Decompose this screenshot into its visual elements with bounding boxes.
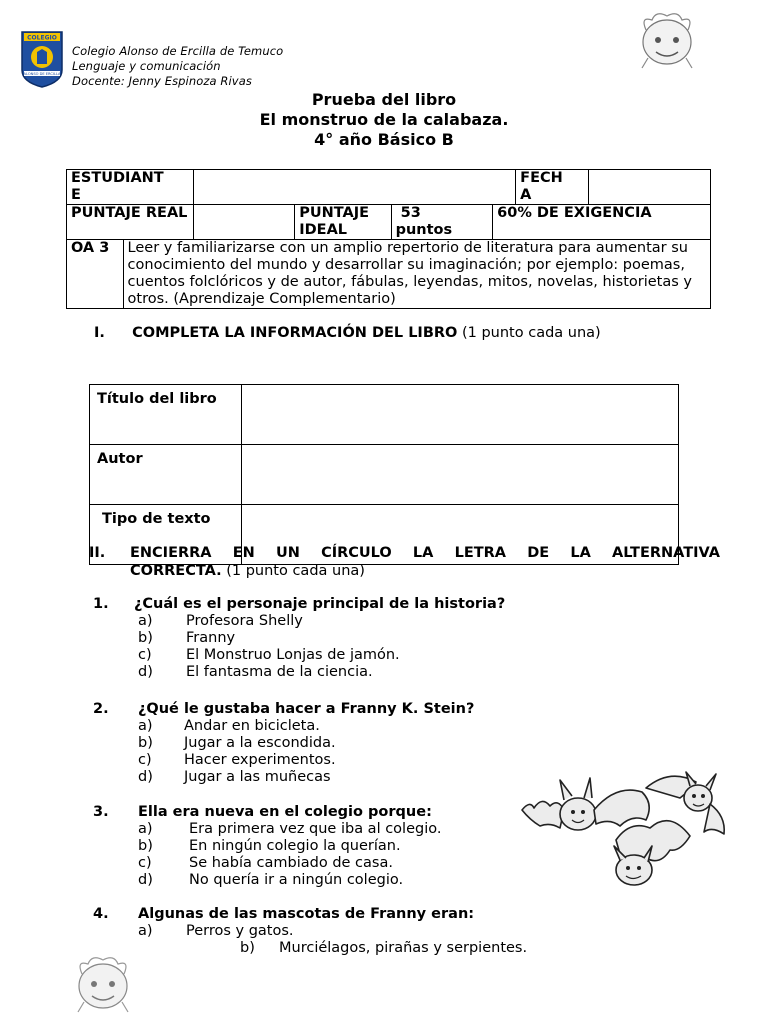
- q3-option-c-letter[interactable]: c): [138, 855, 152, 871]
- decorative-character-illustration: [634, 8, 700, 72]
- q1-option-a-letter[interactable]: a): [138, 613, 153, 629]
- oa-label: OA 3: [67, 240, 124, 309]
- q3-option-a-letter[interactable]: a): [138, 821, 153, 837]
- bats-illustration: [520, 770, 730, 900]
- question-4-number: 4.: [93, 906, 109, 922]
- q3-option-b-letter[interactable]: b): [138, 838, 153, 854]
- q4-option-a-text: Perros y gatos.: [186, 923, 294, 939]
- q4-option-b-letter[interactable]: b): [240, 940, 255, 956]
- date-field[interactable]: [589, 170, 711, 205]
- text-type-label: Tipo de texto: [90, 505, 242, 565]
- q2-option-d-letter[interactable]: d): [138, 769, 153, 785]
- decorative-character-illustration-bottom: [70, 950, 136, 1016]
- q2-option-b-letter[interactable]: b): [138, 735, 153, 751]
- ideal-score-value: 53 puntos: [391, 205, 493, 240]
- q3-option-d-text: No quería ir a ningún colegio.: [189, 872, 404, 888]
- real-score-field[interactable]: [193, 205, 295, 240]
- q1-option-c-letter[interactable]: c): [138, 647, 152, 663]
- subject-name: Lenguaje y comunicación: [72, 59, 221, 73]
- student-name-field[interactable]: [193, 170, 515, 205]
- question-2-text: ¿Qué le gustaba hacer a Franny K. Stein?: [138, 701, 475, 717]
- q3-option-b-text: En ningún colegio la querían.: [189, 838, 401, 854]
- book-title-field[interactable]: [241, 385, 678, 445]
- section-2-title: ENCIERRA EN UN CÍRCULO LA LETRA DE LA ALTERNATIVA: [130, 545, 720, 561]
- q2-option-c-letter[interactable]: c): [138, 752, 152, 768]
- question-4-text: Algunas de las mascotas de Franny eran:: [138, 906, 475, 922]
- q2-option-a-letter[interactable]: a): [138, 718, 153, 734]
- q1-option-b-letter[interactable]: b): [138, 630, 153, 646]
- q1-option-b-text: Franny: [186, 630, 236, 646]
- q2-option-c-text: Hacer experimentos.: [184, 752, 336, 768]
- q2-option-d-text: Jugar a las muñecas: [184, 769, 331, 785]
- q2-option-b-text: Jugar a la escondida.: [184, 735, 336, 751]
- student-info-table: [66, 169, 711, 309]
- logo-subtext: ALONSO DE ERCILLA: [23, 72, 61, 76]
- date-label: FECH A: [516, 170, 589, 205]
- q3-option-c-text: Se había cambiado de casa.: [189, 855, 393, 871]
- question-1-number: 1.: [93, 596, 109, 612]
- q1-option-c-text: El Monstruo Lonjas de jamón.: [186, 647, 400, 663]
- school-logo: [20, 30, 64, 88]
- q1-option-d-text: El fantasma de la ciencia.: [186, 664, 373, 680]
- q3-option-a-text: Era primera vez que iba al colegio.: [189, 821, 442, 837]
- book-title-label: Título del libro: [90, 385, 242, 445]
- teacher-name: Docente: Jenny Espinoza Rivas: [72, 74, 252, 88]
- q4-option-a-letter[interactable]: a): [138, 923, 153, 939]
- oa-description: Leer y familiarizarse con un amplio repertorio de literatura para aumentar su conocimiento del mundo y desarrollar su imaginación; por ejemplo: poemas, cuentos folclóricos y de autor, fábulas, leyendas, mitos, novelas, historietas y otros. (Aprendizaje Complementario): [123, 240, 710, 309]
- author-field[interactable]: [241, 445, 678, 505]
- question-1-text: ¿Cuál es el personaje principal de la historia?: [134, 596, 506, 612]
- book-info-table: [89, 384, 679, 565]
- question-2-number: 2.: [93, 701, 109, 717]
- test-title: Prueba del libro: [311, 90, 457, 109]
- question-3-number: 3.: [93, 804, 109, 820]
- section-2-subtitle: CORRECTA. (1 punto cada una): [130, 563, 365, 579]
- section-1-heading: I. COMPLETA LA INFORMACIÓN DEL LIBRO (1 punto cada una): [94, 325, 601, 341]
- grade-heading: 4° año Básico B: [314, 130, 454, 149]
- real-score-label: PUNTAJE REAL: [67, 205, 194, 240]
- q1-option-d-letter[interactable]: d): [138, 664, 153, 680]
- school-name: Colegio Alonso de Ercilla de Temuco: [72, 44, 284, 58]
- section-2-number: II.: [89, 545, 106, 561]
- book-title-heading: El monstruo de la calabaza.: [259, 110, 509, 129]
- q4-option-b-text: Murciélagos, pirañas y serpientes.: [279, 940, 528, 956]
- q2-option-a-text: Andar en bicicleta.: [184, 718, 320, 734]
- student-label: ESTUDIANT E: [67, 170, 194, 205]
- q1-option-a-text: Profesora Shelly: [186, 613, 303, 629]
- q3-option-d-letter[interactable]: d): [138, 872, 153, 888]
- logo-text: COLEGIO: [27, 34, 57, 42]
- question-3-text: Ella era nueva en el colegio porque:: [138, 804, 432, 820]
- requirement-label: 60% DE EXIGENCIA: [493, 205, 711, 240]
- ideal-score-label: PUNTAJE IDEAL: [295, 205, 391, 240]
- author-label: Autor: [90, 445, 242, 505]
